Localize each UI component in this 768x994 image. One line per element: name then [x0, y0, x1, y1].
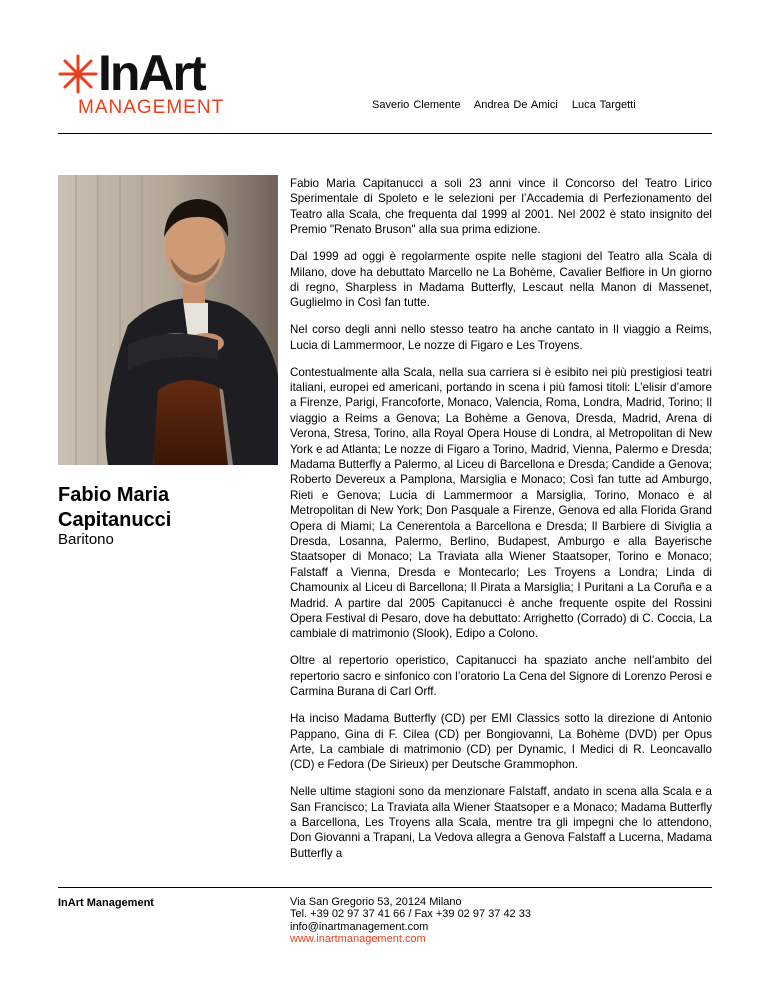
logo-name: InArt: [98, 45, 205, 101]
bio-paragraph: Nel corso degli anni nello stesso teatro ha anche cantato in Il viaggio a Reims, Lucia di Lammermoor, Le nozze di Figaro e Les Troyens.: [290, 323, 712, 352]
logo-subtitle: MANAGEMENT: [78, 97, 225, 118]
artist-role: Baritono: [58, 531, 114, 548]
bio-paragraph: Ha inciso Madama Butterfly (CD) per EMI Classics sotto la direzione di Antonio Pappano, Gina di F. Cilea (CD) per Bongiovanni, La Bohème (DVD) per Opus Arte, La cambiale di matrimonio (CD) per Dynamic, I Medici di R. Leoncavallo (CD) e Fedora (De Sirieux) per Deutsche Grammophon.: [290, 712, 712, 772]
staff-name: Andrea De Amici: [473, 99, 558, 111]
artist-name-line1: Fabio Maria: [58, 484, 170, 506]
bio-paragraph: Oltre al repertorio operistico, Capitanucci ha spaziato anche nell’ambito del repertorio sacro e sinfonico con l’oratorio La Cena del Signore di Lorenzo Perosi e Carmina Burana di Carl Orff.: [290, 654, 712, 699]
artist-name-line2: Capitanucci: [58, 509, 172, 531]
footer-address: Via San Gregorio 53, 20124 Milano: [290, 896, 462, 908]
biography: [290, 176, 712, 873]
company-logo: [58, 45, 268, 118]
bio-paragraph: Contestualmente alla Scala, nella sua carriera si è esibito nei più prestigiosi teatri italiani, europei ed americani, portando in scena i più famosi titoli: L’elisir d’amore a Firenze, Parigi, Francoforte, Monaco, Valencia, Roma, Londra, Madrid, Torino; Il viaggio a Reims a Genova; La Bohème a Genova, Dresda, Madrid, Arena di Verona, Stresa, Torino, alla Royal Opera House di Londra, al Metropolitan di New York e ad Atlanta; Le nozze di Figaro a Torino, Madrid, Vienna, Palermo e Dresda; Madama Butterfly a Palermo, al Liceu di Barcellona e Dresda; Candide a Genova; Roberto Devereux a Pamplona, Marsiglia e Monaco; Così fan tutte ad Amburgo, Rieti e Genova; Lucia di Lammermoor a Marsiglia, Torino, Monaco e al Metropolitan di New York; Don Pasquale a Firenze, Genova ed alla Florida Grand Opera di Miami; La Cenerentola a Barcellona e Dresda; Il Barbiere di Siviglia a Dresda, Losanna, Palermo, Berlino, Budapest, Amburgo e alla Bayerische Staatsoper di Monaco; La Traviata alla Wiener Staatsoper, Torino e Monaco; Falstaff a Vienna, Dresda e Montecarlo; Les Troyens a Londra; Linda di Chamounix al Liceu di Barcellona; Il Pirata a Marsiglia; I Puritani a La Coruña e a Madrid. A partire dal 2005 Capitanucci è anche frequente ospite del Rossini Opera Festival di Pesaro, dove ha debuttato: Arrighetto (Corrado) di C. Coccia, La cambiale di matrimonio (Slook), Edipo a Colono.: [290, 365, 712, 641]
footer-company: InArt Management: [58, 897, 154, 909]
footer-divider: [58, 887, 712, 888]
footer-contact: [290, 896, 531, 945]
artist-photo-illustration: [58, 175, 278, 465]
artist-photo: [58, 175, 278, 465]
staff-name: Saverio Clemente: [372, 99, 461, 111]
asterisk-star-icon: [58, 54, 98, 94]
bio-paragraph: Fabio Maria Capitanucci a soli 23 anni vince il Concorso del Teatro Lirico Sperimentale di Spoleto e le selezioni per l’Accademia di Perfezionamento del Teatro alla Scala, che frequenta dal 1999 al 2001. Nel 2002 è stato insignito del Premio "Renato Bruson" alla sua prima edizione.: [290, 177, 712, 237]
footer-website-link[interactable]: www.inartmanagement.com: [290, 932, 426, 945]
artist-name: [58, 483, 268, 533]
bio-paragraph: Nelle ultime stagioni sono da menzionare Falstaff, andato in scena alla Scala e a San Francisco; La Traviata alla Wiener Staatsoper e a Monaco; Madama Butterfly a Barcellona, Les Troyens alla Scala, mentre tra gli impegni che lo attendono, Don Giovanni a Trapani, La Vedova allegra a Genova Falstaff a Lucerna, Madama Butterfly a: [290, 785, 712, 860]
header-divider: [58, 133, 712, 134]
footer-email-link[interactable]: info@inartmanagement.com: [290, 920, 429, 933]
staff-name: Luca Targetti: [571, 99, 636, 111]
footer-phone: Tel. +39 02 97 37 41 66 / Fax +39 02 97 37 42 33: [290, 908, 531, 921]
staff-list: [372, 99, 646, 111]
bio-paragraph: Dal 1999 ad oggi è regolarmente ospite nelle stagioni del Teatro alla Scala di Milano, dove ha debuttato Marcello ne La Bohème, Cavalier Belfiore in Un giorno di regno, Sharpless in Madama Butterfly, Lescaut nella Manon di Massenet, Guglielmo in Così fan tutte.: [290, 250, 712, 310]
